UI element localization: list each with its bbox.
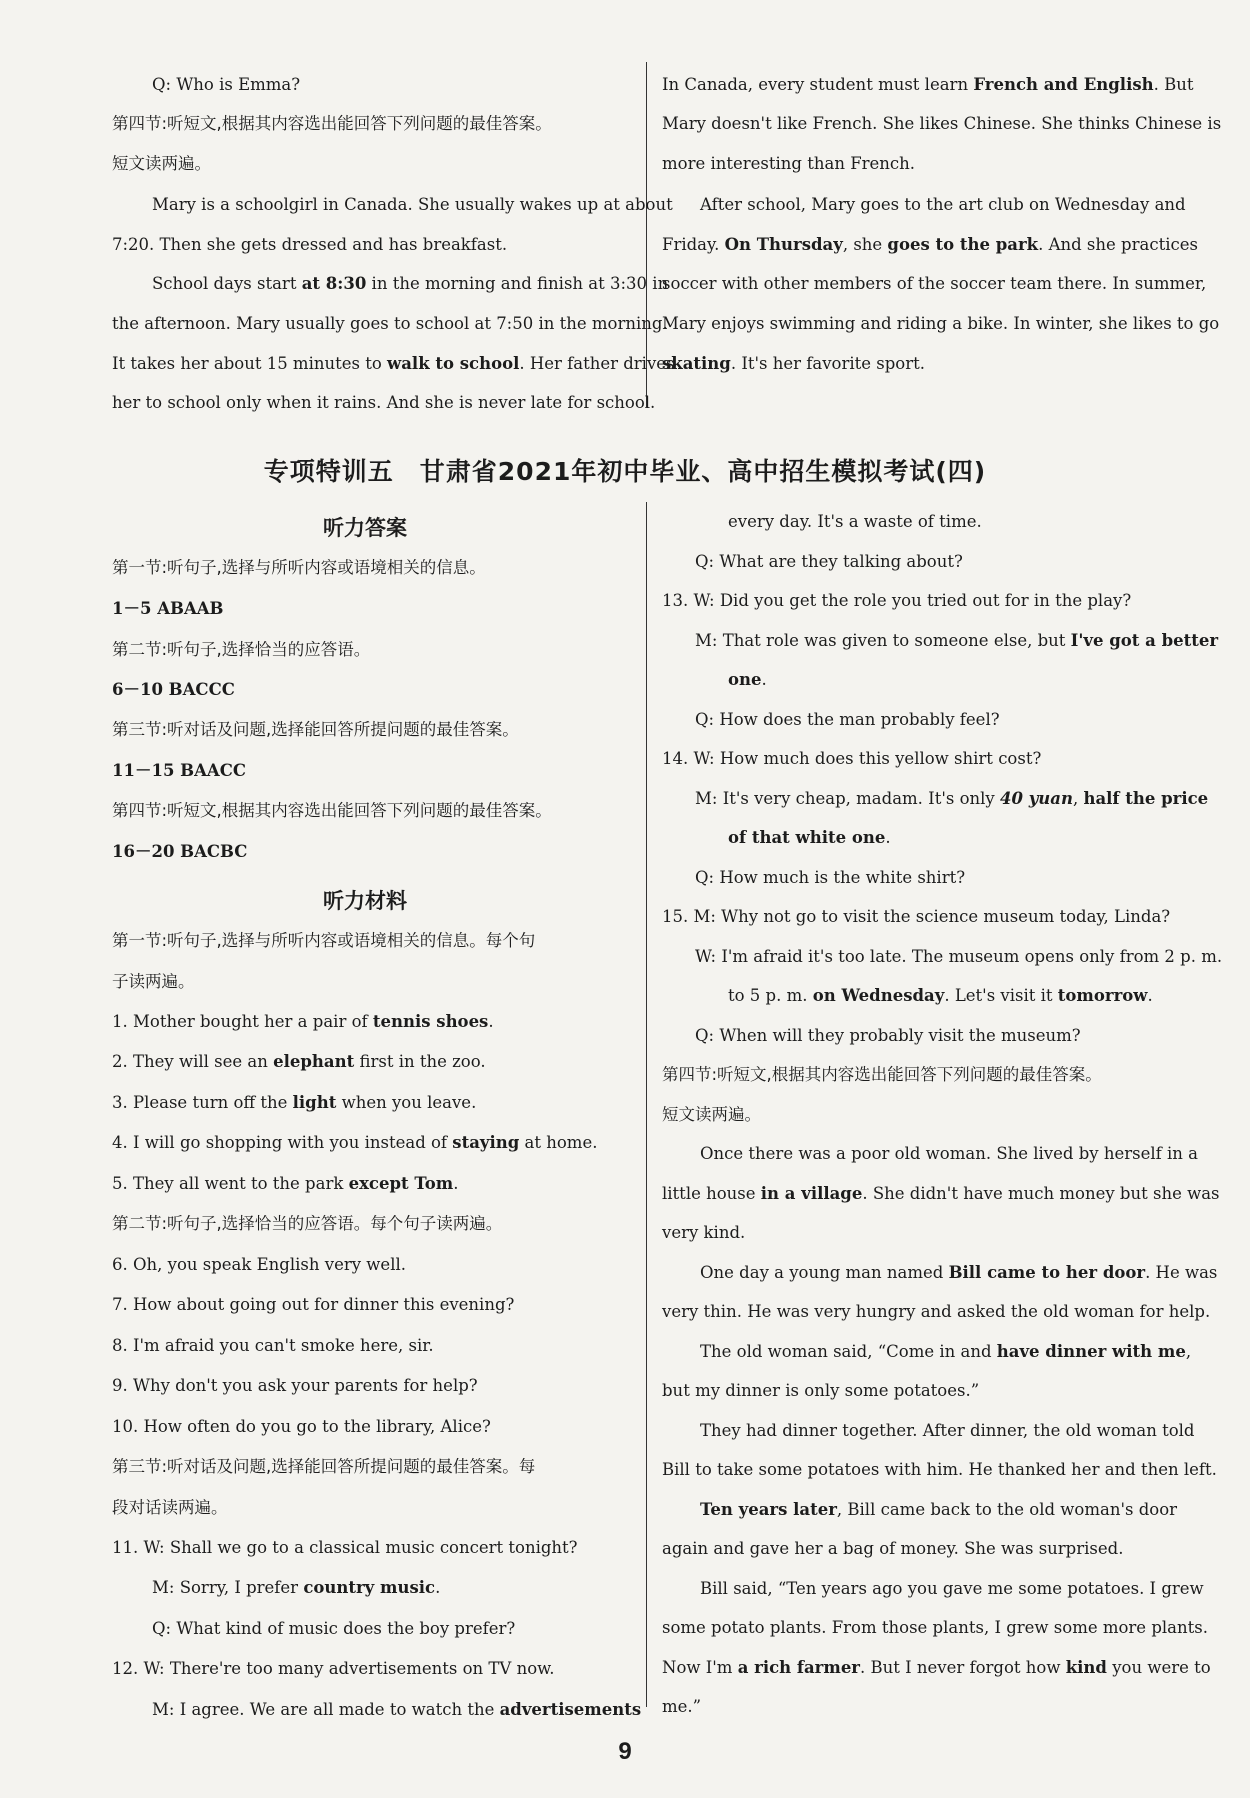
passage-line: They had dinner together. After dinner, the old woman told — [700, 1421, 1195, 1440]
section-title: 专项特训五 甘肃省2021年初中毕业、高中招生模拟考试(四) — [263, 457, 987, 486]
dialog-line: 13. W: Did you get the role you tried out for in the play? — [662, 591, 1132, 610]
materials-heading: 听力材料 — [323, 889, 407, 913]
list-item: 7. How about going out for dinner this evening? — [112, 1295, 515, 1314]
passage-line: Ten years later, Bill came back to the old woman's door — [700, 1500, 1178, 1519]
dialog-line: Q: How much is the white shirt? — [695, 868, 966, 887]
passage-line: Mary enjoys swimming and riding a bike. In winter, she likes to go — [662, 314, 1220, 333]
list-item: 9. Why don't you ask your parents for help? — [112, 1376, 478, 1395]
dialog-line: every day. It's a waste of time. — [728, 512, 982, 531]
list-item: 1. Mother bought her a pair of tennis shoes. — [112, 1012, 494, 1031]
dialog-line: to 5 p. m. on Wednesday. Let's visit it tomorrow. — [728, 986, 1153, 1005]
passage-line: little house in a village. She didn't have much money but she was — [662, 1184, 1220, 1203]
materials-section3: 段对话读两遍。 — [112, 1498, 228, 1517]
answers-key-4: 16－20 BACBC — [112, 842, 248, 861]
list-item: 4. I will go shopping with you instead of staying at home. — [112, 1133, 598, 1152]
answers-heading: 听力答案 — [323, 516, 407, 540]
answers-section4: 第四节:听短文,根据其内容选出能回答下列问题的最佳答案。 — [112, 801, 552, 820]
page-number: 9 — [618, 1738, 632, 1765]
passage-line: Once there was a poor old woman. She lived by herself in a — [700, 1144, 1198, 1163]
column-divider-bottom — [646, 502, 647, 1707]
dialog-line: one. — [728, 670, 767, 689]
passage-line: School days start at 8:30 in the morning and finish at 3:30 in — [152, 274, 669, 293]
dialog-line: M: It's very cheap, madam. It's only 40 yuan, half the price — [695, 789, 1209, 808]
list-item: 8. I'm afraid you can't smoke here, sir. — [112, 1336, 434, 1355]
dialog-line: 11. W: Shall we go to a classical music concert tonight? — [112, 1538, 578, 1557]
answers-key-3: 11－15 BAACC — [112, 761, 246, 780]
passage-line: Bill said, “Ten years ago you gave me some potatoes. I grew — [700, 1579, 1204, 1598]
dialog-line: Q: What kind of music does the boy prefer? — [152, 1619, 516, 1638]
passage-line: Bill to take some potatoes with him. He thanked her and then left. — [662, 1460, 1217, 1479]
passage-line: her to school only when it rains. And she is never late for school. — [112, 393, 656, 412]
materials-section4: 第四节:听短文,根据其内容选出能回答下列问题的最佳答案。 — [662, 1065, 1102, 1084]
passage-line: again and gave her a bag of money. She was surprised. — [662, 1539, 1124, 1558]
list-item: 5. They all went to the park except Tom. — [112, 1174, 459, 1193]
materials-section4: 短文读两遍。 — [662, 1105, 761, 1124]
passage-line: some potato plants. From those plants, I grew some more plants. — [662, 1618, 1208, 1637]
question-emma: Q: Who is Emma? — [152, 75, 301, 94]
materials-section1: 第一节:听句子,选择与所听内容或语境相关的信息。每个句 — [112, 931, 536, 950]
dialog-line: W: I'm afraid it's too late. The museum opens only from 2 p. m. — [695, 947, 1223, 966]
dialog-line: M: That role was given to someone else, but I've got a better — [695, 631, 1219, 650]
dialog-line: Q: How does the man probably feel? — [695, 710, 1000, 729]
passage-line: 7:20. Then she gets dressed and has breakfast. — [112, 235, 508, 254]
list-item: 10. How often do you go to the library, Alice? — [112, 1417, 491, 1436]
dialog-line: M: I agree. We are all made to watch the advertisements — [152, 1700, 642, 1719]
dialog-line: 15. M: Why not go to visit the science museum today, Linda? — [662, 907, 1171, 926]
passage-line: very thin. He was very hungry and asked the old woman for help. — [662, 1302, 1211, 1321]
dialog-line: Q: When will they probably visit the museum? — [695, 1026, 1081, 1045]
passage-line: more interesting than French. — [662, 154, 916, 173]
passage-line: the afternoon. Mary usually goes to school at 7:50 in the morning. — [112, 314, 668, 333]
answers-section2: 第二节:听句子,选择恰当的应答语。 — [112, 640, 371, 659]
passage-line: Mary is a schoolgirl in Canada. She usually wakes up at about — [152, 195, 673, 214]
answers-key-1: 1－5 ABAAB — [112, 599, 224, 618]
dialog-line: M: Sorry, I prefer country music. — [152, 1578, 441, 1597]
passage-line: It takes her about 15 minutes to walk to school. Her father drives — [112, 354, 675, 373]
passage-line: Now I'm a rich farmer. But I never forgot how kind you were to — [662, 1658, 1211, 1677]
passage-line: In Canada, every student must learn French and English. But — [662, 75, 1194, 94]
passage-line: skating. It's her favorite sport. — [662, 354, 925, 373]
dialog-line: 14. W: How much does this yellow shirt cost? — [662, 749, 1042, 768]
list-item: 2. They will see an elephant first in the zoo. — [112, 1052, 486, 1071]
list-item: 3. Please turn off the light when you leave. — [112, 1093, 477, 1112]
passage-line: After school, Mary goes to the art club on Wednesday and — [700, 195, 1186, 214]
passage-line: very kind. — [662, 1223, 746, 1242]
section4-heading: 第四节:听短文,根据其内容选出能回答下列问题的最佳答案。 — [112, 114, 552, 133]
section4-repeat: 短文读两遍。 — [112, 154, 211, 173]
answers-section3: 第三节:听对话及问题,选择能回答所提问题的最佳答案。 — [112, 720, 519, 739]
answers-section1: 第一节:听句子,选择与所听内容或语境相关的信息。 — [112, 558, 486, 577]
passage-line: soccer with other members of the soccer team there. In summer, — [662, 274, 1207, 293]
materials-section3: 第三节:听对话及问题,选择能回答所提问题的最佳答案。每 — [112, 1457, 536, 1476]
passage-line: One day a young man named Bill came to her door. He was — [700, 1263, 1218, 1282]
passage-line: Mary doesn't like French. She likes Chinese. She thinks Chinese is — [662, 114, 1222, 133]
passage-line: me.” — [662, 1697, 702, 1716]
passage-line: but my dinner is only some potatoes.” — [662, 1381, 980, 1400]
passage-line: Friday. On Thursday, she goes to the park. And she practices — [662, 235, 1198, 254]
answers-key-2: 6－10 BACCC — [112, 680, 235, 699]
materials-section2: 第二节:听句子,选择恰当的应答语。每个句子读两遍。 — [112, 1214, 503, 1233]
dialog-line: 12. W: There're too many advertisements on TV now. — [112, 1659, 555, 1678]
dialog-line: Q: What are they talking about? — [695, 552, 963, 571]
list-item: 6. Oh, you speak English very well. — [112, 1255, 406, 1274]
materials-section1: 子读两遍。 — [112, 972, 195, 991]
passage-line: The old woman said, “Come in and have dinner with me, — [700, 1342, 1192, 1361]
dialog-line: of that white one. — [728, 828, 891, 847]
